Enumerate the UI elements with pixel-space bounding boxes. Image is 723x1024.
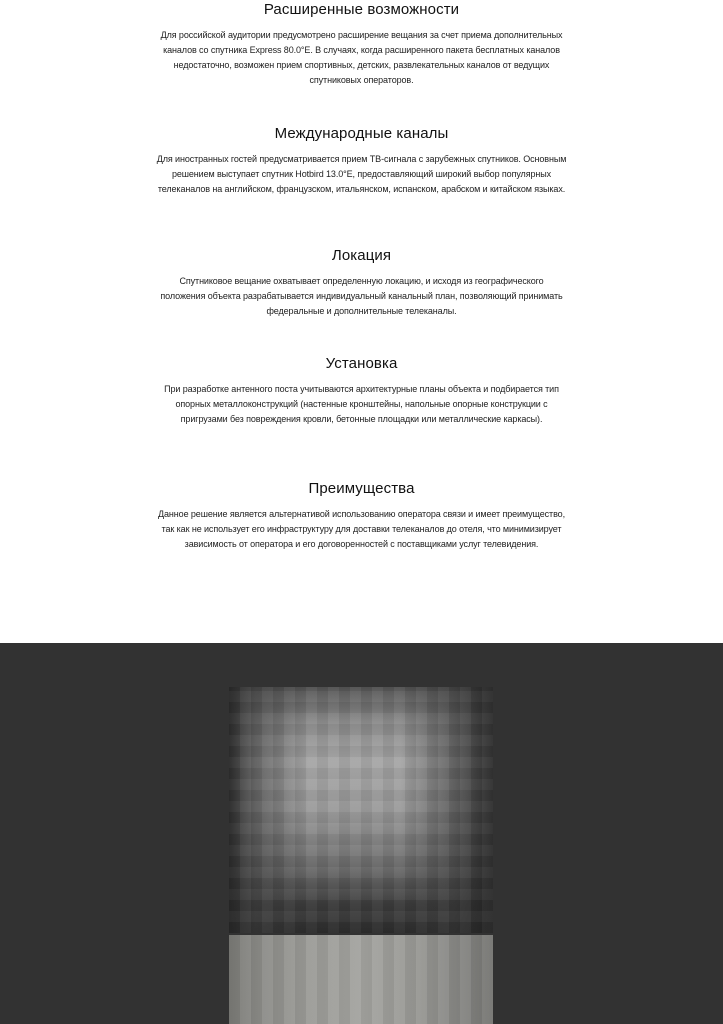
section-installation (0, 354, 723, 427)
section-text: При разработке антенного поста учитываются архитектурные планы объекта и подбирается тип опорных металлоконструкций (настенные кронштейны, напольные опорные конструкции с пригрузами без повреждения кровли, бетонные площадки или металлические каркасы). (164, 384, 559, 424)
section-location (0, 246, 723, 319)
section-title: Международные каналы (274, 125, 449, 142)
blurred-preview-image-lower (229, 935, 493, 1024)
section-text: Спутниковое вещание охватывает определенную локацию, и исходя из географического положения объекта разрабатывается индивидуальный канальный план, позволяющий принимать федеральные и дополнительные телеканалы. (160, 276, 563, 316)
section-title: Установка (325, 355, 398, 372)
section-title: Преимущества (308, 480, 415, 497)
section-text: Для иностранных гостей предусматривается прием ТВ-сигнала с зарубежных спутников. Основным решением выступает спутник Hotbird 13.0°E, предоставляющий широкий выбор популярных телеканалов на английском, французском, итальянском, испанском, арабском и китайском языках. (156, 154, 567, 194)
section-advantages (0, 479, 723, 552)
section-international-channels (0, 124, 723, 197)
blurred-preview-image (229, 687, 493, 933)
section-title: Локация (331, 247, 392, 264)
image-viewer-area (0, 643, 723, 1024)
section-text: Для российской аудитории предусмотрено расширение вещания за счет приема дополнительных каналов со спутника Express 80.0°E. В случаях, когда расширенного пакета бесплатных каналов недостаточно, возможен прием спортивных, детских, развлекательных каналов от ведущих спутниковых операторов. (160, 30, 563, 85)
section-text: Данное решение является альтернативой использованию оператора связи и имеет преимущество, так как не использует его инфраструктуру для доставки телеканалов до отеля, что минимизирует зависимость от оператора и его договоренностей с поставщиками услуг телевидения. (158, 509, 565, 549)
section-title: Расширенные возможности (263, 1, 460, 18)
section-extended-features (0, 0, 723, 88)
